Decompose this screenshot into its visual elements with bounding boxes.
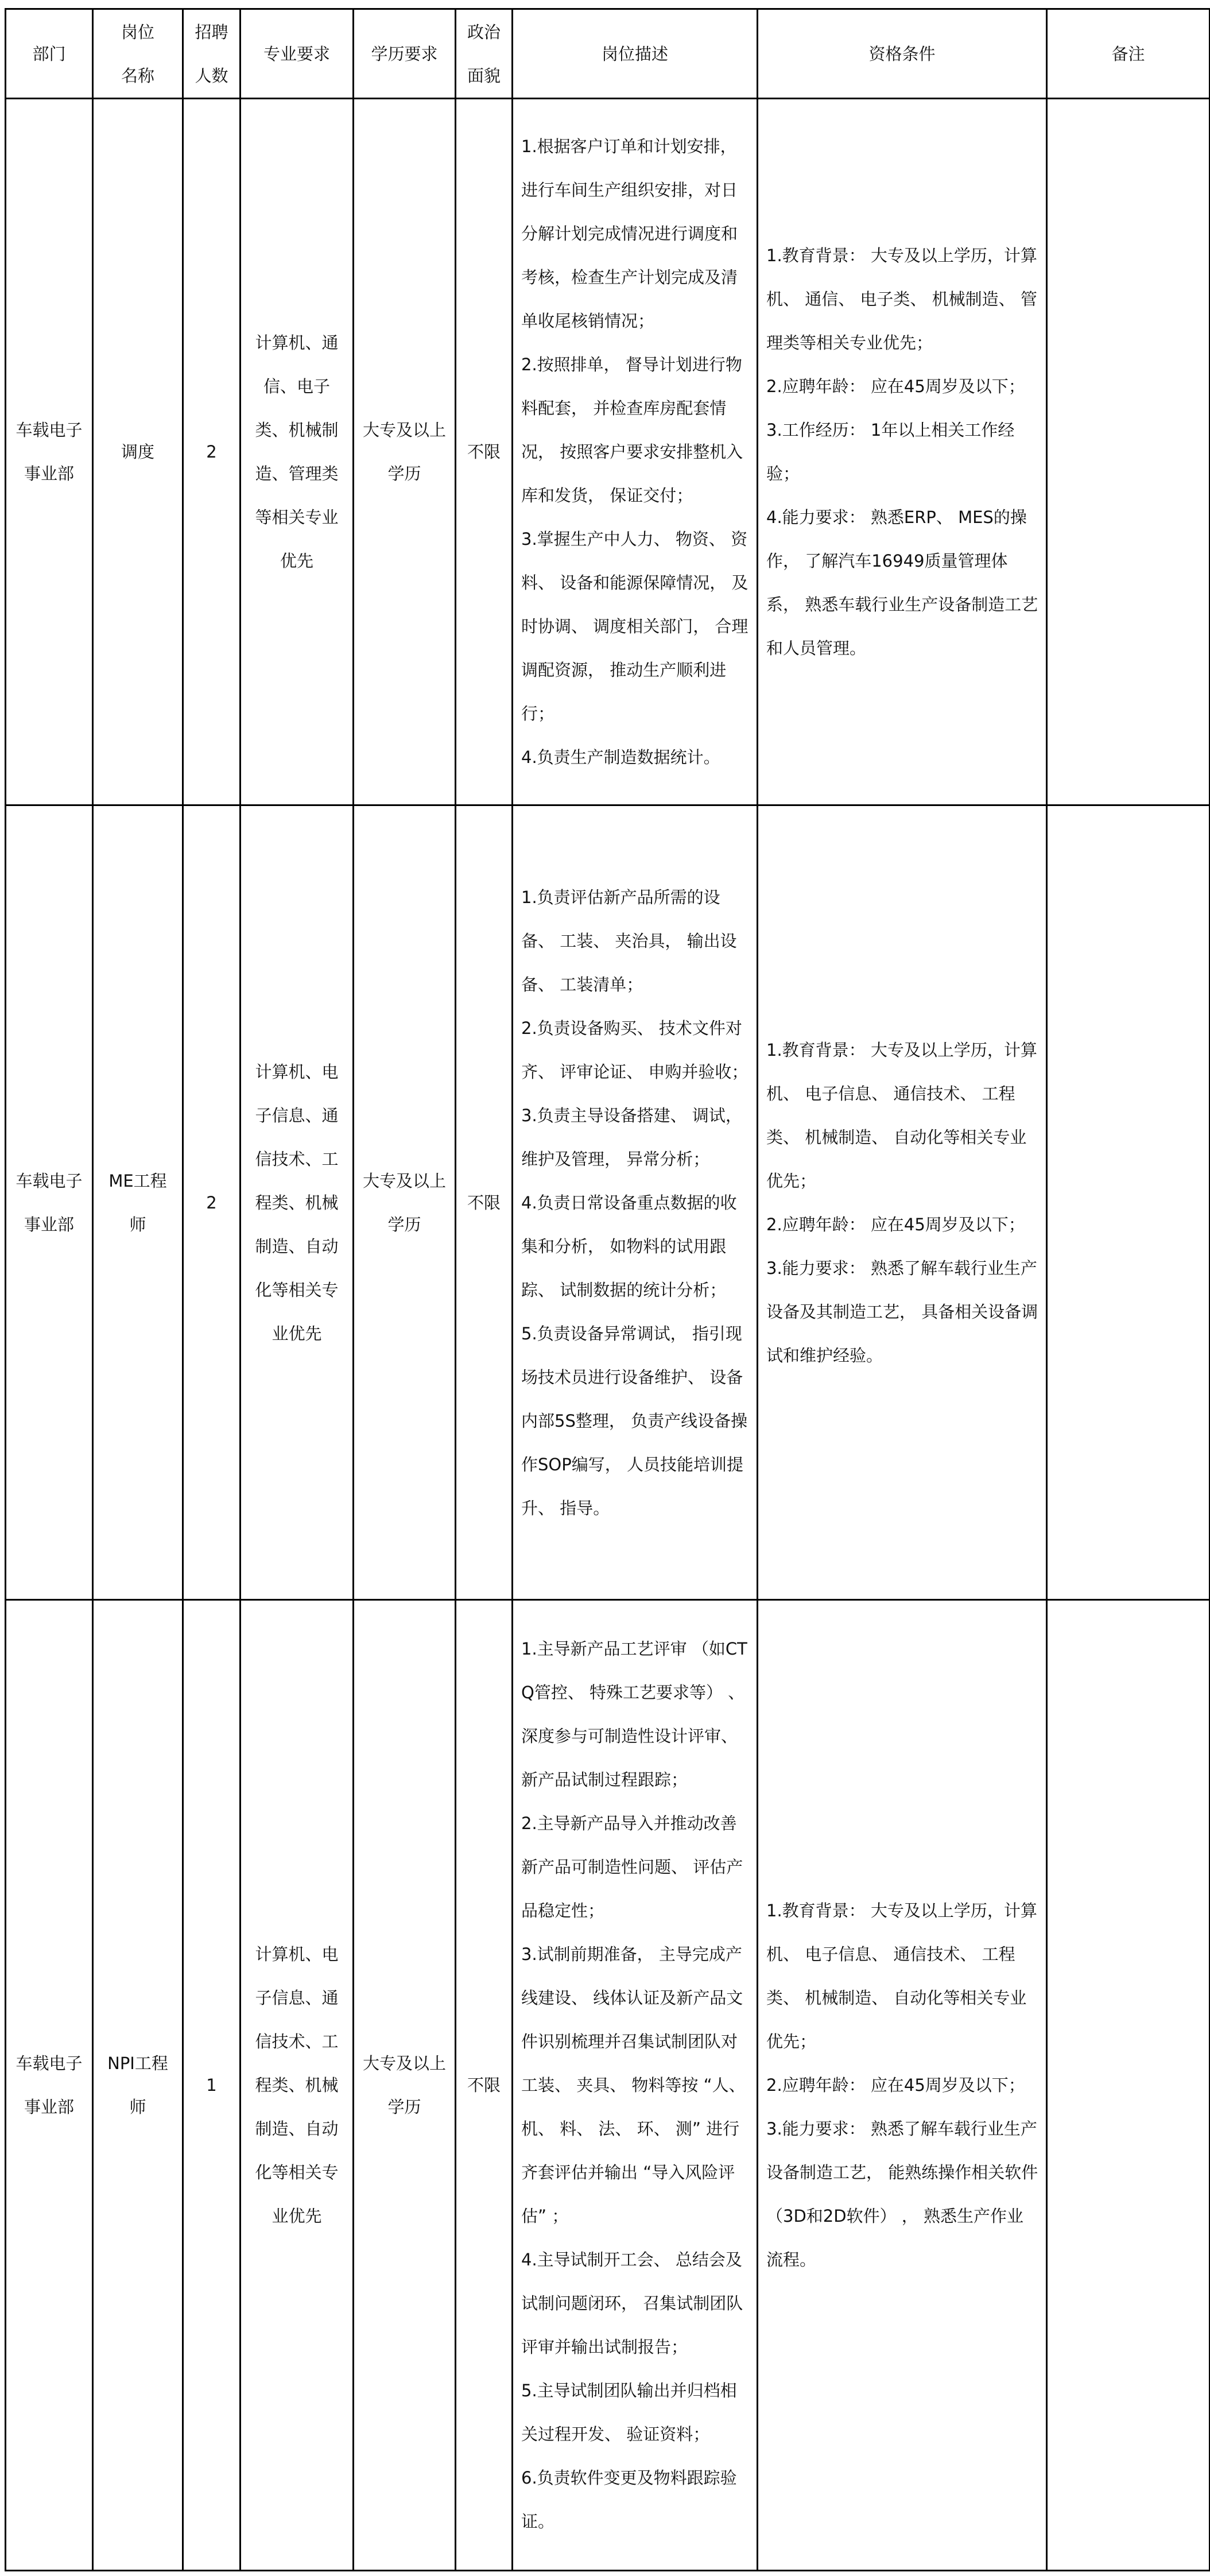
cell-qualifications xyxy=(758,1600,1047,2571)
header-major: 专业要求 xyxy=(241,9,354,99)
cell-department: 车载电子事业部 xyxy=(6,99,93,805)
table-row xyxy=(6,1600,1210,2571)
cell-major: 计算机、电子信息、通信技术、工程类、机械制造、自动化等相关专业优先 xyxy=(241,1600,354,2571)
table-row xyxy=(6,99,1210,805)
cell-qualifications xyxy=(758,805,1047,1600)
cell-headcount: 2 xyxy=(183,99,241,805)
description-item: 1.根据客户订单和计划安排，进行车间生产组织安排，对日分解计划完成情况进行调度和考核，检查生产计划完成及清单收尾核销情况； xyxy=(521,137,738,331)
header-position-name-line1: 岗位 xyxy=(121,22,154,42)
description-item: 3.掌握生产中人力、 物资、 资料、 设备和能源保障情况， 及时协调、 调度相关部门， 合理调配资源， 推动生产顺利进行； xyxy=(521,529,749,723)
header-political-line2: 面貌 xyxy=(467,65,501,86)
cell-political: 不限 xyxy=(456,805,513,1600)
header-qualifications: 资格条件 xyxy=(758,9,1047,99)
description-item: 4.负责日常设备重点数据的收集和分析， 如物料的试用跟踪、 试制数据的统计分析； xyxy=(521,1192,737,1300)
description-item: 3.负责主导设备搭建、 调试， 维护及管理， 异常分析； xyxy=(521,1105,742,1169)
qualification-item: 1.教育背景： 大专及以上学历，计算机、 电子信息、 通信技术、 工程类、 机械制造、 自动化等相关专业优先； xyxy=(766,1901,1037,2051)
header-headcount-line1: 招聘 xyxy=(195,22,228,42)
job-recruitment-table xyxy=(5,8,1210,2571)
header-description: 岗位描述 xyxy=(513,9,758,99)
qualification-item: 2.应聘年龄： 应在45周岁及以下； xyxy=(766,1214,1025,1234)
cell-department: 车载电子事业部 xyxy=(6,1600,93,2571)
header-remarks: 备注 xyxy=(1047,9,1210,99)
qualification-item: 2.应聘年龄： 应在45周岁及以下； xyxy=(766,377,1025,396)
qualification-item: 3.能力要求： 熟悉了解车载行业生产设备及其制造工艺， 具备相关设备调试和维护经验。 xyxy=(766,1258,1038,1365)
header-political-line1: 政治 xyxy=(467,22,501,42)
cell-major: 计算机、通信、电子类、机械制造、管理类等相关专业优先 xyxy=(241,99,354,805)
cell-education: 大专及以上学历 xyxy=(354,805,456,1600)
cell-major: 计算机、电子信息、通信技术、工程类、机械制造、自动化等相关专业优先 xyxy=(241,805,354,1600)
description-item: 4.负责生产制造数据统计。 xyxy=(521,747,720,767)
header-department: 部门 xyxy=(6,9,93,99)
cell-position-name: NPI工程师 xyxy=(93,1600,183,2571)
description-item: 2.按照排单， 督导计划进行物料配套， 并检查库房配套情况， 按照客户要求安排整机入库和发货， 保证交付； xyxy=(521,355,743,505)
header-headcount xyxy=(183,9,241,99)
qualification-item: 3.工作经历： 1年以上相关工作经验； xyxy=(766,420,1015,483)
cell-headcount: 1 xyxy=(183,1600,241,2571)
table-row xyxy=(6,805,1210,1600)
cell-description xyxy=(513,99,758,805)
cell-headcount: 2 xyxy=(183,805,241,1600)
header-headcount-line2: 人数 xyxy=(195,65,228,86)
header-political xyxy=(456,9,513,99)
cell-department: 车载电子事业部 xyxy=(6,805,93,1600)
qualification-item: 3.能力要求： 熟悉了解车载行业生产设备制造工艺， 能熟练操作相关软件 （3D和2D软件） ， 熟悉生产作业流程。 xyxy=(766,2119,1038,2269)
header-position-name-line2: 名称 xyxy=(121,65,154,86)
description-item: 4.主导试制开工会、 总结会及试制问题闭环， 召集试制团队评审并输出试制报告； xyxy=(521,2250,743,2357)
description-item: 1.主导新产品工艺评审 （如CTQ管控、 特殊工艺要求等） 、 深度参与可制造性设计评审、 新产品试制过程跟踪； xyxy=(521,1639,747,1789)
cell-remarks xyxy=(1047,99,1210,805)
description-item: 2.主导新产品导入并推动改善新产品可制造性问题、 评估产品稳定性； xyxy=(521,1814,743,1920)
cell-remarks xyxy=(1047,805,1210,1600)
header-position-name xyxy=(93,9,183,99)
header-row xyxy=(6,9,1210,99)
cell-education: 大专及以上学历 xyxy=(354,1600,456,2571)
description-item: 2.负责设备购买、 技术文件对齐、 评审论证、 申购并验收； xyxy=(521,1018,749,1082)
qualification-item: 1.教育背景： 大专及以上学历，计算机、 电子信息、 通信技术、 工程类、 机械制造、 自动化等相关专业优先； xyxy=(766,1040,1037,1191)
qualification-item: 1.教育背景： 大专及以上学历，计算机、 通信、 电子类、 机械制造、 管理类等相关专业优先； xyxy=(766,246,1037,352)
cell-position-name: 调度 xyxy=(93,99,183,805)
qualification-item: 2.应聘年龄： 应在45周岁及以下； xyxy=(766,2075,1025,2095)
description-item: 3.试制前期准备， 主导完成产线建设、 线体认证及新产品文件识别梳理并召集试制团队对工装、 夹具、 物料等按 “人、 机、 料、 法、 环、 测” 进行齐套评估并输出 “导入风险评估” ； xyxy=(521,1944,746,2226)
header-education: 学历要求 xyxy=(354,9,456,99)
description-item: 5.主导试制团队输出并归档相关过程开发、 验证资料； xyxy=(521,2381,737,2444)
cell-description xyxy=(513,1600,758,2571)
cell-position-name: ME工程师 xyxy=(93,805,183,1600)
description-item: 1.负责评估新产品所需的设备、 工装、 夹治具， 输出设备、 工装清单； xyxy=(521,887,737,994)
cell-description xyxy=(513,805,758,1600)
description-item: 6.负责软件变更及物料跟踪验证。 xyxy=(521,2468,737,2531)
qualification-item: 4.能力要求： 熟悉ERP、 MES的操作， 了解汽车16949质量管理体系， 熟悉车载行业生产设备制造工艺和人员管理。 xyxy=(766,508,1038,658)
cell-remarks xyxy=(1047,1600,1210,2571)
cell-education: 大专及以上学历 xyxy=(354,99,456,805)
cell-political: 不限 xyxy=(456,99,513,805)
cell-qualifications xyxy=(758,99,1047,805)
cell-political: 不限 xyxy=(456,1600,513,2571)
description-item: 5.负责设备异常调试， 指引现场技术员进行设备维护、 设备内部5S整理， 负责产线设备操作SOP编写， 人员技能培训提升、 指导。 xyxy=(521,1323,748,1518)
